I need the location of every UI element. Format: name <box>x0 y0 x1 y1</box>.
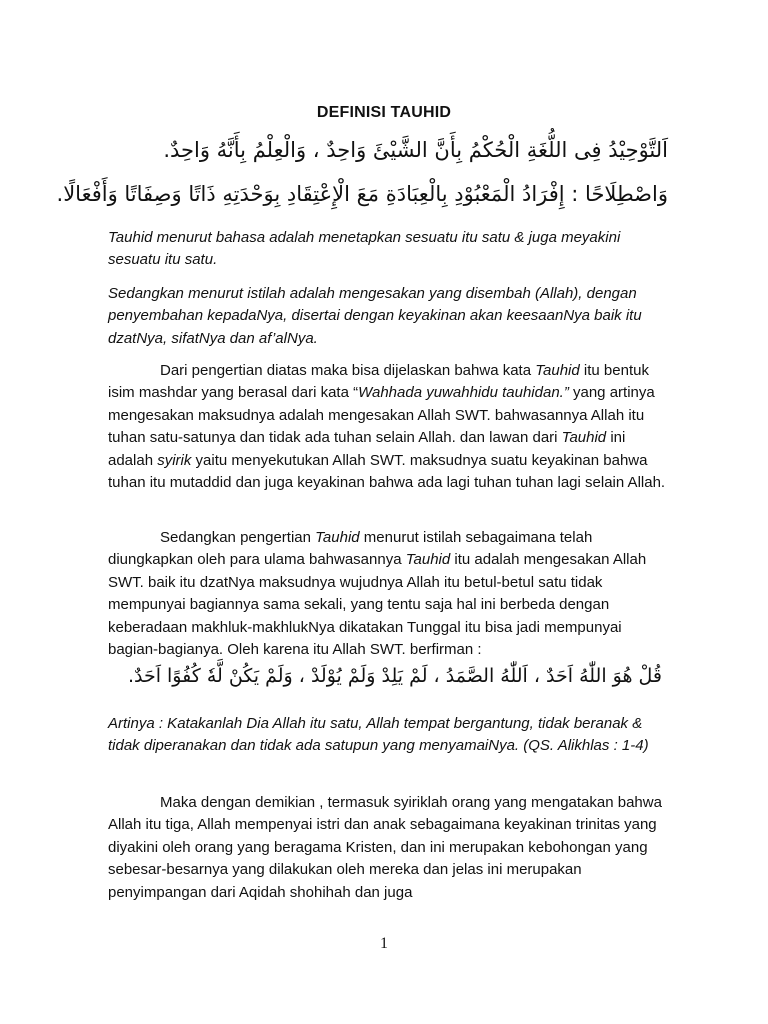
paragraph-2-body <box>108 527 668 661</box>
translation-paragraph: Artinya : Katakanlah Dia Allah itu satu, Allah tempat bergantung, tidak beranak & tidak diperanakan dan tidak ada satupun yang menyamaiNya. (QS. Alikhlas : 1-4) <box>108 715 649 755</box>
translation-text <box>108 713 668 758</box>
explanation-paragraph-2 <box>108 527 668 661</box>
term-tauhid: Tauhid <box>561 429 607 447</box>
text-run: yaitu menyekutukan Allah SWT. maksudnya suatu keyakinan bahwa tuhan itu mutaddid dan juga keyakinan bahwa ada lagi tuhan tuhan lagi selain Allah. <box>108 451 666 492</box>
explanation-paragraph-1 <box>108 360 668 494</box>
text-run: Sedangkan pengertian <box>160 529 316 546</box>
term-wahhada: Wahhada yuwahhidu tauhidan.” <box>358 384 569 402</box>
definition-istilah-paragraph: Sedangkan menurut istilah adalah mengesakan yang disembah (Allah), dengan penyembahan kepadaNya, disertai dengan keyakinan akan keesaanNya baik itu dzatNya, sifatNya dan af’alNya. <box>108 285 642 347</box>
text-run: ini adalah <box>108 429 626 469</box>
explanation-paragraph-3 <box>108 792 668 904</box>
paragraph-1-body <box>108 360 668 494</box>
arabic-definition-bahasa: اَلتَّوْحِيْدُ فِى اللُّغَةِ الْحُكْمُ بِأَنَّ الشَّيْئَ وَاحِدٌ ، وَالْعِلْمُ بِأَنَّهُ وَاحِدٌ. <box>163 138 668 162</box>
text-run: itu adalah mengesakan Allah SWT. baik itu dzatNya maksudnya wujudnya Allah itu betul-betul satu tidak mempunyai bagiannya sama sekali, yang tentu saja hal ini berbeda dengan keberadaan makhluk-makhlukNya dikatakan Tunggal itu bisa jadi mempunyai bagian-bagianya. Oleh karena itu Allah SWT. berfirman : <box>108 551 647 659</box>
definition-bahasa-paragraph: Tauhid menurut bahasa adalah menetapkan sesuatu itu satu & juga meyakini sesuatu itu satu. <box>108 229 621 269</box>
term-tauhid: Tauhid <box>535 362 580 379</box>
arabic-definition-istilah: وَاصْطِلَاحًا : إِفْرَادُ الْمَعْبُوْدِ بِالْعِبَادَةِ مَعَ الْإِعْتِقَادِ بِوَحْدَتِهِ ذَاتًا وَصِفَاتًا وَأَفْعَالًا. <box>56 182 668 206</box>
paragraph-3-body: Maka dengan demikian , termasuk syiriklah orang yang mengatakan bahwa Allah itu tiga, Allah mempenyai istri dan anak sebagaimana keyakinan trinitas yang diyakini oleh orang yang beragama Kristen, dan ini merupakan kebohongan yang sebesar-besarnya yang dilakukan oleh mereka dan jelas ini merupakan penyimpangan dari Aqidah shohihah dan juga <box>108 794 662 901</box>
page-number: 1 <box>380 935 388 952</box>
term-syirik: syirik <box>157 451 192 469</box>
definition-bahasa-text <box>108 227 668 272</box>
definition-istilah-text <box>108 283 668 350</box>
text-run: menurut istilah sebagaimana telah diungkapkan oleh para ulama bahwasannya <box>108 529 593 569</box>
arabic-surah-al-ikhlas: قُلْ هُوَ اللّٰهُ اَحَدٌ ، اَللّٰهُ الصَّمَدُ ، لَمْ يَلِدْ وَلَمْ يُوْلَدْ ، وَلَمْ يَكُنْ لَّهٗ كُفُوًا اَحَدٌ. <box>127 665 662 687</box>
text-run: Dari pengertian diatas maka bisa dijelaskan bahwa kata <box>160 362 536 379</box>
term-tauhid: Tauhid <box>405 551 451 569</box>
document-title: DEFINISI TAUHID <box>316 104 452 121</box>
term-tauhid: Tauhid <box>315 529 360 546</box>
text-run: itu bentuk isim mashdar yang berasal dari kata “ <box>108 362 649 402</box>
text-run: yang artinya mengesakan maksudnya adalah mengesakan Allah SWT. bahwasannya Allah itu tuhan satu-satunya dan tidak ada tuhan selain Allah. dan lawan dari <box>108 384 655 447</box>
